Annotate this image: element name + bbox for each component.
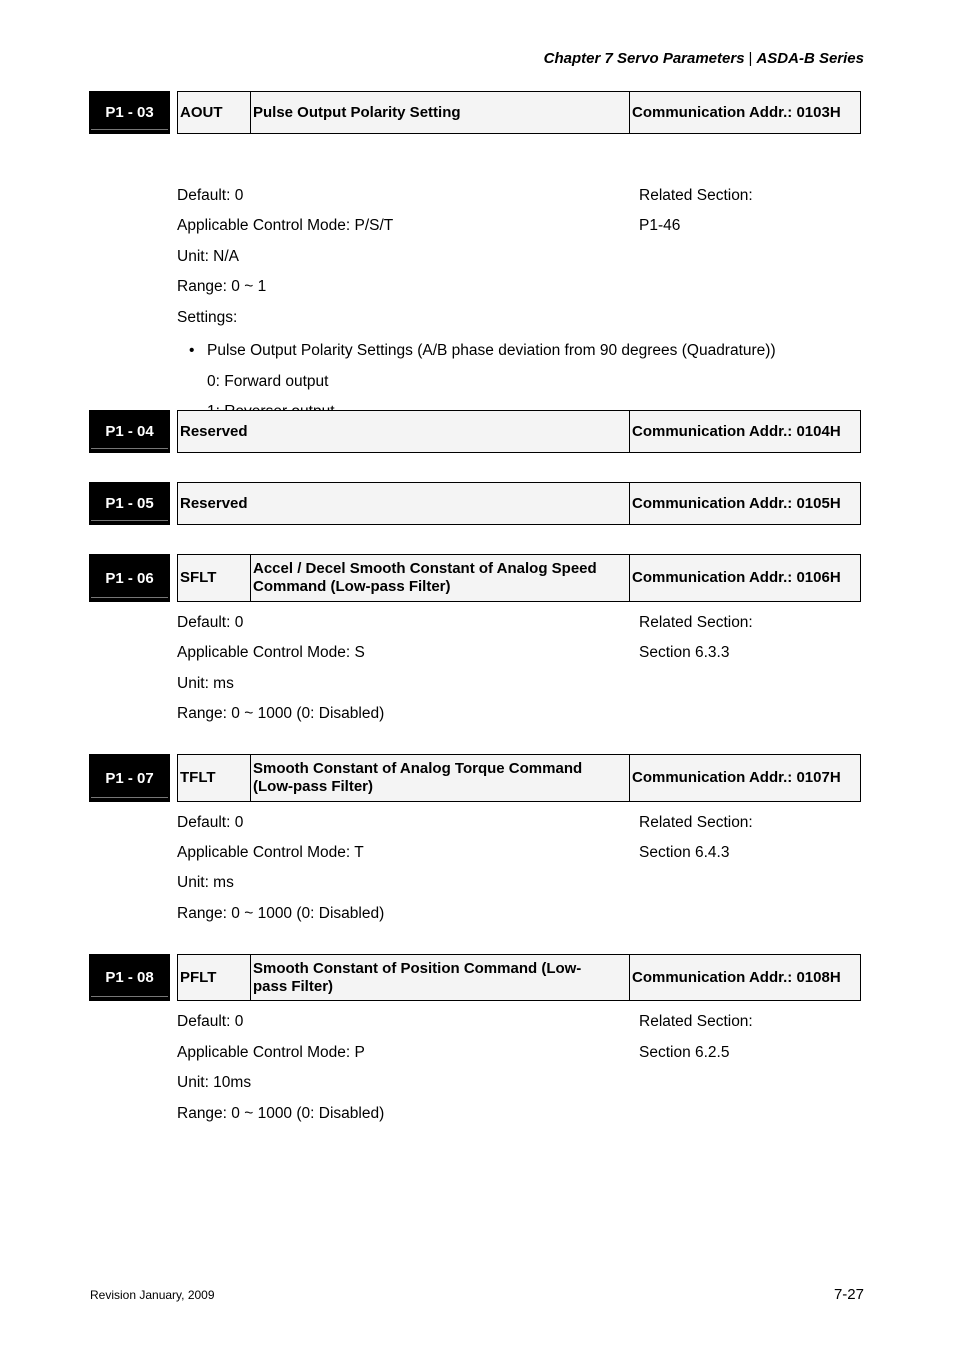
param-title: [251, 555, 630, 601]
default-value: Default: 0: [177, 814, 244, 831]
unit: Unit: 10ms: [177, 1074, 252, 1091]
param-title-line-1: Smooth Constant of Analog Torque Command: [253, 760, 583, 777]
param-title-line-1: Smooth Constant of Position Command (Low-: [253, 959, 582, 977]
param-code: P1 - 04: [89, 410, 170, 453]
param-p1-08: [89, 954, 861, 1122]
series-name: ASDA-B Series: [756, 50, 864, 67]
related-section-value: P1-46: [639, 217, 681, 234]
param-p1-03: [89, 91, 861, 390]
chapter-title: Chapter 7 Servo Parameters: [543, 50, 745, 67]
related-section-label: Related Section:: [639, 1013, 753, 1030]
bullet-icon: •: [189, 342, 195, 359]
param-header-table: [177, 954, 861, 1001]
param-title: [251, 755, 630, 801]
settings-label: Settings:: [177, 309, 238, 326]
control-mode: Applicable Control Mode: P/S/T: [177, 217, 394, 234]
param-abbr: TFLT: [178, 755, 251, 801]
related-section-label: Related Section:: [639, 614, 753, 631]
param-code: P1 - 06: [89, 554, 170, 602]
related-section-label: Related Section:: [639, 814, 753, 831]
comm-addr: Communication Addr.: 0103H: [632, 103, 841, 121]
default-value: Default: 0: [177, 187, 244, 204]
header-separator: |: [748, 50, 753, 67]
setting-option-0: 0: Forward output: [207, 373, 329, 390]
settings-bullet: [189, 342, 776, 360]
range: Range: 0 ~ 1000 (0: Disabled): [177, 905, 385, 922]
param-abbr: AOUT: [178, 92, 251, 133]
param-header-table: [177, 410, 861, 453]
param-title: Reserved: [178, 411, 630, 452]
unit: Unit: ms: [177, 675, 234, 692]
param-title-line-2: (Low-pass Filter): [253, 778, 374, 795]
param-p1-07: [89, 754, 861, 922]
param-title: Reserved: [178, 483, 630, 524]
range: Range: 0 ~ 1: [177, 278, 267, 295]
param-title: [251, 955, 630, 1000]
related-section-value: Section 6.4.3: [639, 844, 730, 861]
comm-addr: Communication Addr.: 0106H: [632, 569, 841, 586]
param-header-table: [177, 754, 861, 802]
footer-revision: Revision January, 2009: [90, 1288, 215, 1302]
param-title-line-2: pass Filter): [253, 977, 334, 995]
related-section-label: Related Section:: [639, 187, 753, 204]
related-section-value: Section 6.2.5: [639, 1044, 730, 1061]
param-title: Pulse Output Polarity Setting: [251, 92, 630, 133]
param-header-table: [177, 482, 861, 525]
param-header-table: [177, 554, 861, 602]
default-value: Default: 0: [177, 614, 244, 631]
control-mode: Applicable Control Mode: S: [177, 644, 365, 661]
param-title-line-1: Accel / Decel Smooth Constant of Analog Speed: [253, 560, 597, 577]
comm-addr: Communication Addr.: 0108H: [632, 968, 841, 986]
related-section-value: Section 6.3.3: [639, 644, 730, 661]
param-abbr: SFLT: [178, 555, 251, 601]
control-mode: Applicable Control Mode: T: [177, 844, 364, 861]
param-p1-05: [89, 482, 861, 525]
param-abbr: PFLT: [178, 955, 251, 1000]
param-code: P1 - 07: [89, 754, 170, 802]
page-number: 7-27: [833, 1286, 864, 1303]
unit: Unit: N/A: [177, 248, 240, 265]
param-title-line-2: Command (Low-pass Filter): [253, 578, 451, 595]
comm-addr: Communication Addr.: 0107H: [632, 769, 841, 786]
settings-bullet-text: Pulse Output Polarity Settings (A/B phase deviation from 90 degrees (Quadrature)): [207, 342, 776, 359]
range: Range: 0 ~ 1000 (0: Disabled): [177, 705, 385, 722]
param-header-table: [177, 91, 861, 134]
comm-addr: Communication Addr.: 0104H: [632, 422, 841, 440]
param-code: P1 - 03: [89, 91, 170, 134]
range: Range: 0 ~ 1000 (0: Disabled): [177, 1105, 385, 1122]
control-mode: Applicable Control Mode: P: [177, 1044, 365, 1061]
param-code: P1 - 08: [89, 954, 170, 1001]
page-header: [544, 50, 864, 67]
param-p1-06: [89, 554, 861, 722]
unit: Unit: ms: [177, 874, 234, 891]
default-value: Default: 0: [177, 1013, 244, 1030]
param-p1-04: [89, 410, 861, 453]
comm-addr: Communication Addr.: 0105H: [632, 494, 841, 512]
param-code: P1 - 05: [89, 482, 170, 525]
